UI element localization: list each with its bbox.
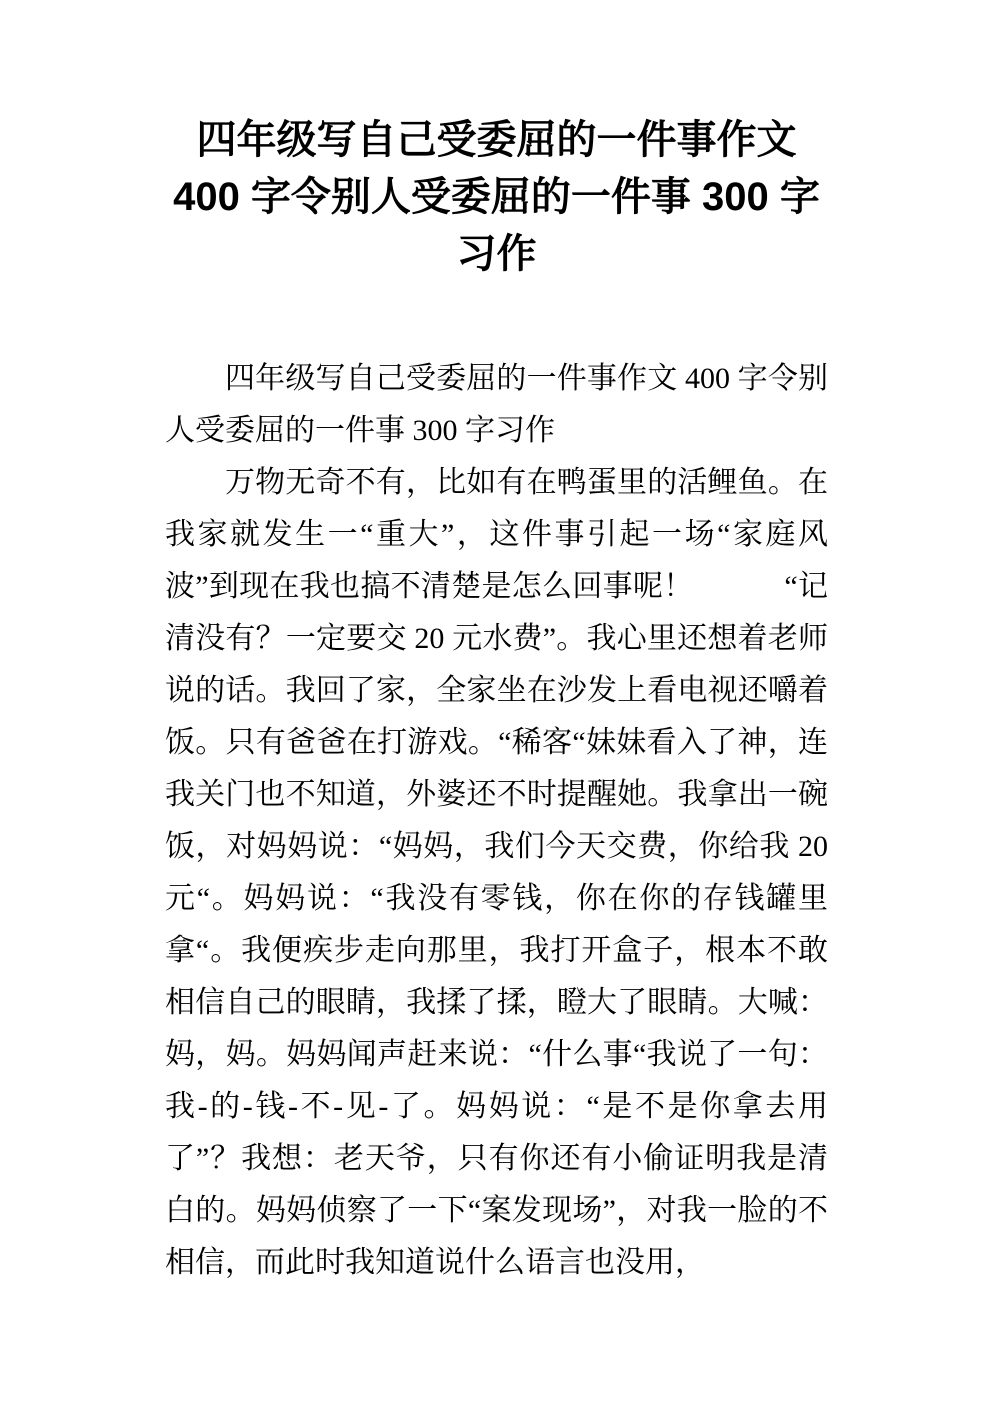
document-body (165, 353, 828, 1289)
essay-heading-paragraph: 四年级写自己受委屈的一件事作文 400 字令别人受委屈的一件事 300 字习作 (165, 362, 828, 447)
essay-body-paragraph: 万物无奇不有，比如有在鸭蛋里的活鲤鱼。在我家就发生一“重大”，这件事引起一场“家庭风波”到现在我也搞不清楚是怎么回事呢！ “记清没有？一定要交 20 元水费”。我心里还想着老师说的话。我回了家，全家坐在沙发上看电视还嚼着饭。只有爸爸在打游戏。“稀客“妹妹看入了神，连我关门也不知道，外婆还不时提醒她。我拿出一碗饭，对妈妈说：“妈妈，我们今天交费，你给我 20 元“。妈妈说：“我没有零钱，你在你的存钱罐里拿“。我便疾步走向那里，我打开盒子，根本不敢相信自己的眼睛，我揉了揉，瞪大了眼睛。大喊：妈，妈。妈妈闻声赶来说：“什么事“我说了一句：我-的-钱-不-见-了。妈妈说：“是不是你拿去用了”？我想：老天爷，只有你还有小偷证明我是清白的。妈妈侦察了一下“案发现场”，对我一脸的不相信，而此时我知道说什么语言也没用， (165, 466, 828, 1279)
document-title-line-3: 习作 (456, 232, 537, 276)
document-title-line-1: 四年级写自己受委屈的一件事作文 (196, 118, 797, 162)
document-title-line-2: 400 字令别人受委屈的一件事 300 字 (173, 175, 820, 219)
document-title (147, 112, 847, 283)
